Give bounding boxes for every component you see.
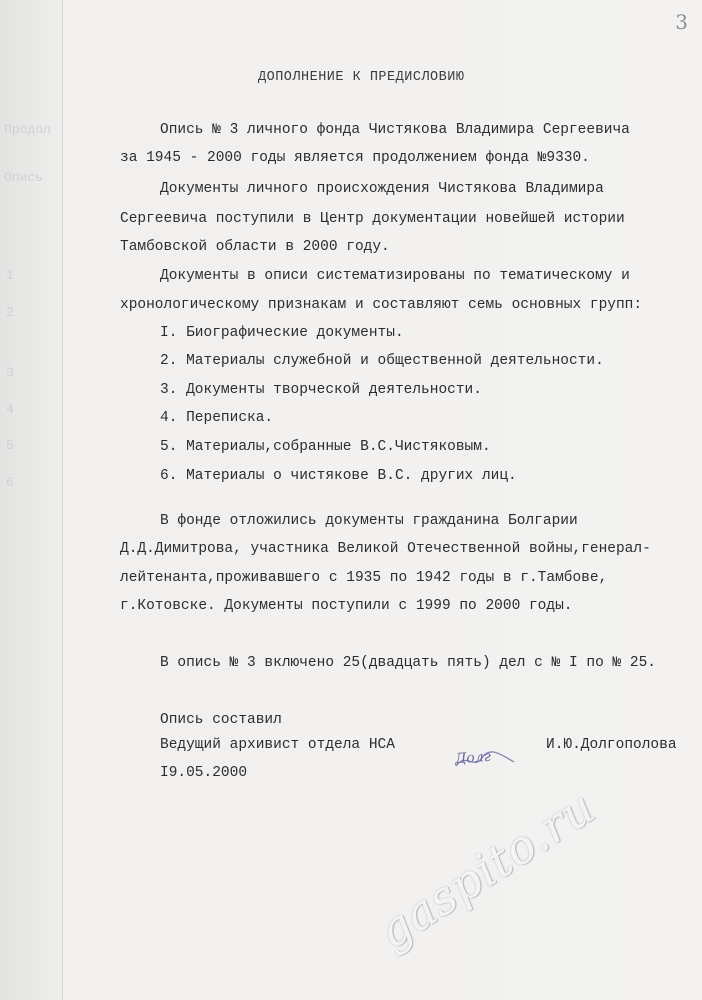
paragraph-line: г.Котовске. Документы поступили с 1999 по 2000 годы. — [120, 598, 573, 614]
bleed-through-text: 1 — [6, 268, 14, 283]
group-list-item: 5. Материалы,собранные В.С.Чистяковым. — [160, 439, 491, 455]
bleed-through-text: 4 — [6, 402, 14, 417]
paragraph-line: В фонде отложились документы гражданина Болгарии — [160, 513, 578, 529]
group-list-item: 2. Материалы служебной и общественной деятельности. — [160, 353, 604, 369]
paragraph-line: хронологическому признакам и составляют семь основных групп: — [120, 297, 643, 313]
paragraph-line: Документы в описи систематизированы по тематическому и — [160, 268, 630, 284]
document-title: ДОПОЛНЕНИЕ К ПРЕДИСЛОВИЮ — [258, 70, 465, 85]
position-title: Ведущий архивист отдела НСА — [160, 737, 395, 753]
page-fold-shadow — [62, 0, 63, 1000]
paragraph-line: лейтенанта,проживавшего с 1935 по 1942 годы в г.Тамбове, — [120, 570, 608, 586]
group-list-item: 6. Материалы о чистякове В.С. других лиц. — [160, 468, 517, 484]
summary-line: В опись № 3 включено 25(двадцать пять) дел с № I по № 25. — [160, 655, 656, 671]
paragraph-line: Д.Д.Димитрова, участника Великой Отечественной войны,генерал- — [120, 541, 651, 557]
paragraph-line: Сергеевича поступили в Центр документации новейшей истории — [120, 211, 625, 227]
group-list-item: 4. Переписка. — [160, 410, 274, 426]
bleed-through-text: Продол — [4, 122, 51, 137]
group-list-item: 3. Документы творческой деятельности. — [160, 382, 482, 398]
compiled-by-label: Опись составил — [160, 712, 282, 728]
page-number: 3 — [675, 10, 688, 34]
paragraph-line: Документы личного происхождения Чистякова Владимира — [160, 181, 604, 197]
group-list-item: I. Биографические документы. — [160, 325, 404, 341]
handwritten-signature: Долг — [454, 748, 492, 768]
paragraph-line: Опись № 3 личного фонда Чистякова Владимира Сергеевича — [160, 122, 630, 138]
paragraph-line: за 1945 - 2000 годы является продолжением фонда №9330. — [120, 150, 590, 166]
paragraph-line: Тамбовской области в 2000 году. — [120, 239, 390, 255]
bleed-through-text: 6 — [6, 475, 14, 490]
bleed-through-text: 5 — [6, 438, 14, 453]
signer-name: И.Ю.Долгополова — [546, 737, 677, 753]
document-date: I9.05.2000 — [160, 765, 248, 781]
site-watermark: gaspito.ru — [368, 779, 605, 959]
bleed-through-text: 2 — [6, 305, 14, 320]
bleed-through-text: 3 — [6, 365, 14, 380]
bleed-through-text: Опись — [4, 170, 44, 185]
